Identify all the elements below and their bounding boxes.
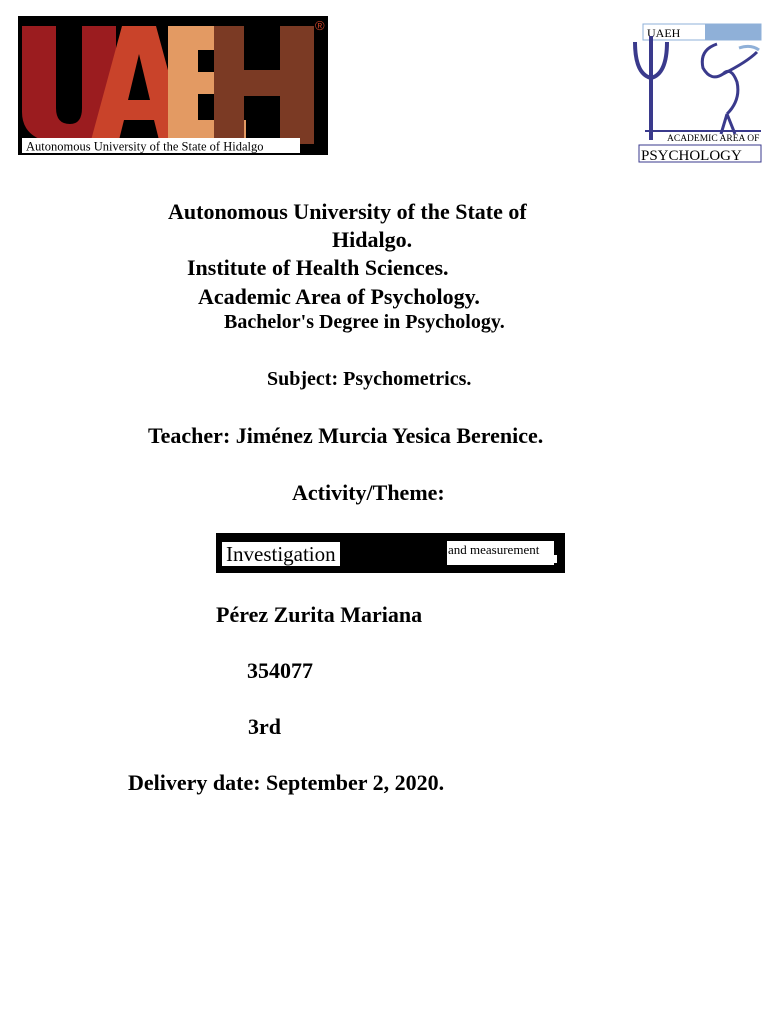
uaeh-logo-graphic — [18, 16, 328, 155]
activity-title-right: and measurement — [447, 541, 554, 565]
activity-title-box — [216, 533, 565, 573]
delivery-date: Delivery date: September 2, 2020. — [128, 770, 445, 795]
psychology-logo-bottom-label: PSYCHOLOGY — [641, 148, 742, 163]
activity-title-mark — [554, 555, 557, 563]
psychology-logo — [627, 22, 763, 163]
university-line2: Hidalgo. — [332, 227, 413, 252]
degree-line: Bachelor's Degree in Psychology. — [224, 311, 505, 333]
registered-mark: ® — [315, 18, 325, 33]
activity-title-left: Investigation — [222, 542, 340, 566]
teacher-line: Teacher: Jiménez Murcia Yesica Berenice. — [148, 423, 544, 448]
uaeh-logo-caption: Autonomous University of the State of Hidalgo — [26, 139, 264, 154]
university-line1: Autonomous University of the State of — [168, 199, 527, 224]
psychology-logo-graphic — [627, 22, 763, 163]
student-name: Pérez Zurita Mariana — [216, 602, 423, 627]
student-id: 354077 — [247, 658, 313, 683]
psychology-logo-top-label: UAEH — [647, 26, 681, 40]
institute-line: Institute of Health Sciences. — [187, 255, 449, 280]
academic-area-line: Academic Area of Psychology. — [198, 284, 480, 309]
uaeh-logo — [18, 16, 328, 155]
semester: 3rd — [248, 714, 281, 739]
activity-label: Activity/Theme: — [292, 480, 445, 505]
psychology-logo-middle-label: ACADEMIC AREA OF — [667, 134, 760, 144]
subject-line: Subject: Psychometrics. — [267, 368, 472, 390]
